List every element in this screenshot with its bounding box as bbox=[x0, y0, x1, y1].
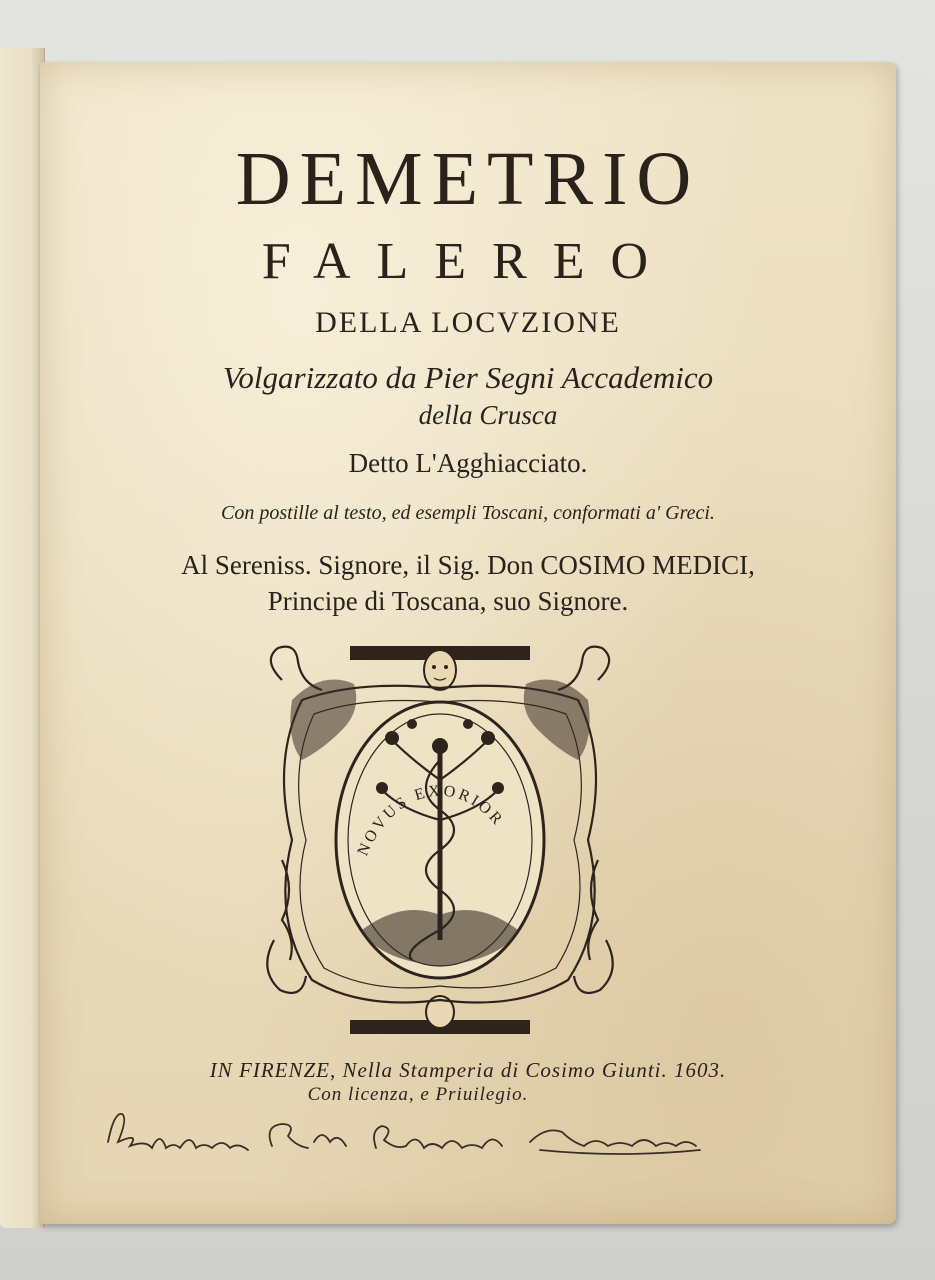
detto-line: Detto L'Agghiacciato. bbox=[348, 448, 588, 478]
postille-line: Con postille al testo, ed esempli Toscani, conformati a' Greci. bbox=[221, 502, 715, 524]
printer-device-emblem bbox=[262, 640, 618, 1040]
translator-line-2: della Crusca bbox=[418, 400, 558, 430]
imprint-line-1: IN FIRENZE, Nella Stamperia di Cosimo Giunti. 1603. bbox=[209, 1058, 727, 1082]
title-page bbox=[40, 62, 896, 1224]
translator-line-1: Volgarizzato da Pier Segni Accademico bbox=[222, 360, 714, 395]
dedication-line-2: Principe di Toscana, suo Signore. bbox=[267, 586, 629, 616]
ownership-inscription bbox=[100, 1102, 720, 1172]
left-page-edge bbox=[0, 48, 45, 1228]
dedication-line-1: Al Sereniss. Signore, il Sig. Don COSIMO MEDICI, bbox=[181, 550, 755, 580]
emblem-motto: NOVUS EXORIOR bbox=[354, 782, 508, 859]
imprint-line-2: Con licenza, e Priuilegio. bbox=[307, 1084, 529, 1105]
title-line-3: DELLA LOCVZIONE bbox=[315, 306, 621, 339]
title-line-1: DEMETRIO bbox=[235, 137, 701, 221]
title-line-2: FALEREO bbox=[261, 233, 675, 290]
